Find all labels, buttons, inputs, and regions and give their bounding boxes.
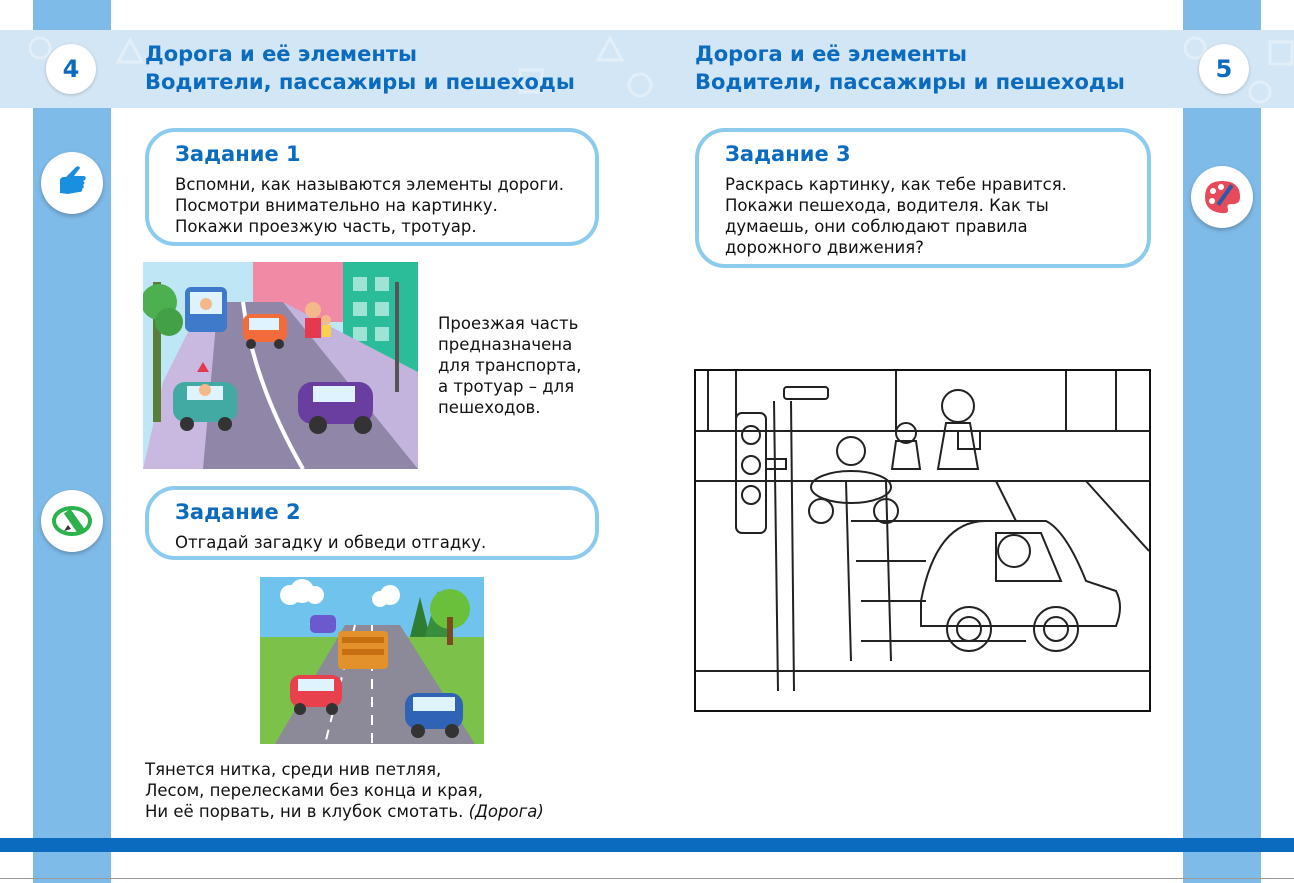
task2-line: Отгадай загадку и обведи отгадку. [175,533,487,552]
task1-line: Вспомни, как называются элементы дороги. [175,175,565,194]
left-header-title [145,40,575,96]
task3-line: Покажи пешехода, водителя. Как ты [725,196,1049,215]
right-sidebar [1183,0,1261,883]
left-sidebar [33,0,111,883]
page-number-right: 5 [1199,44,1249,94]
street-illustration [143,262,418,469]
bottom-bar [0,838,1294,852]
palette-icon [1191,166,1253,228]
right-header-title [695,40,1125,96]
right-header-line2: Водители, пассажиры и пешеходы [695,70,1125,94]
task1-text [175,174,564,237]
task3-box [695,128,1151,268]
riddle-answer: (Дорога) [468,802,544,821]
left-header-line2: Водители, пассажиры и пешеходы [145,70,575,94]
task2-title: Задание 2 [175,500,301,524]
task3-text [725,174,1067,258]
caption-line: а тротуар – для [438,377,575,396]
road-illustration [260,577,484,744]
right-header-line1: Дорога и её элементы [695,42,968,66]
task3-line: дорожного движения? [725,238,924,257]
pencil-check-icon [41,490,103,552]
riddle-text [145,759,544,822]
task1-box [145,128,599,246]
task3-line: Раскрась картинку, как тебе нравится. [725,175,1067,194]
task2-box [145,486,599,560]
task2-text [175,532,486,553]
page-number-left: 4 [46,44,96,94]
caption-line: предназначена [438,335,573,354]
left-header-line1: Дорога и её элементы [145,42,418,66]
riddle-line-text: Ни её порвать, ни в клубок смотать. [145,802,464,821]
coloring-illustration [694,369,1151,712]
caption-line: для транспорта, [438,356,582,375]
pointing-hand-icon [41,152,103,214]
riddle-line: Тянется нитка, среди нив петляя, [145,760,442,779]
caption-line: пешеходов. [438,398,541,417]
task3-line: думаешь, они соблюдают правила [725,217,1028,236]
caption-text [438,313,582,418]
caption-line: Проезжая часть [438,314,579,333]
task1-line: Посмотри внимательно на картинку. [175,196,498,215]
riddle-line: Лесом, перелесками без конца и края, [145,781,483,800]
bottom-line [0,878,1294,879]
riddle-line [145,801,544,822]
task3-title: Задание 3 [725,142,851,166]
task1-line: Покажи проезжую часть, тротуар. [175,217,477,236]
task1-title: Задание 1 [175,142,301,166]
